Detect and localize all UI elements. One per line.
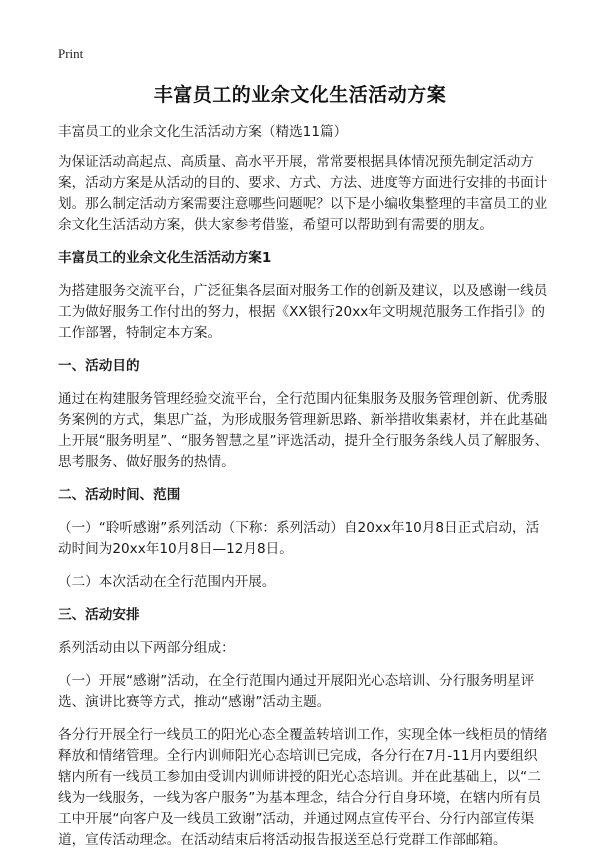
document-subtitle: 丰富员工的业余文化生活活动方案（精选11篇） [58,124,348,140]
purpose-paragraph: 通过在构建服务管理经验交流平台，全行范围内征集服务及服务管理创新、优秀服务案例的方式，集思广益，为形成服务管理新思路、新举措收集素材，并在此基础上开展“服务明星”、“服务智慧之星”评选活动，提升全行服务条线人员了解服务、思考服务、做好服务的热情。 [58,391,549,470]
time-paragraph-2: （二）本次活动在全行范围内开展。 [58,574,276,590]
time-heading: 二、活动时间、范围 [58,487,181,503]
section1-heading: 丰富员工的业余文化生活活动方案1 [58,250,272,266]
intro-paragraph: 为保证活动高起点、高质量、高水平开展，常常要根据具体情况预先制定活动方案，活动方案是从活动的目的、要求、方式、方法、进度等方面进行安排的书面计划。那么制定活动方案需要注意哪些问题呢？以下是小编收集整理的丰富员工的业余文化生活活动方案，供大家参考借鉴，希望可以帮助到有需要的朋友。 [58,154,548,233]
document-body [58,122,550,863]
section1-paragraph: 为搭建服务交流平台，广泛征集各层面对服务工作的创新及建议，以及感谢一线员工为做好服务工作付出的努力，根据《XX银行20xx年文明规范服务工作指引》的工作部署，特制定本方案。 [58,283,548,341]
arrange-paragraph-3: 各分行开展全行一线员工的阳光心态全覆盖转培训工作，实现全体一线柜员的情绪释放和情绪管理。全行内训师阳光心态培训已完成，各分行在7月-11月内要组织辖内所有一线员工参加由受训内训师讲授的阳光心态培训。并在此基础上，以“二线为一线服务，一线为客户服务”为基本理念，结合分行自身环境，在辖内所有员工中开展“向客户及一线员工致谢”活动，并通过网点宣传平台、分行内部宣传渠道，宣传活动理念。在活动结束后将活动报告报送至总行党群工作部邮箱。 [58,727,548,848]
time-paragraph-1: （一）“聆听感谢”系列活动（下称：系列活动）自20xx年10月8日正式启动，活动时间为20xx年10月8日—12月8日。 [58,520,540,557]
arrange-paragraph-2: （一）开展“感谢”活动，在全行范围内通过开展阳光心态培训、分行服务明星评选、演讲比赛等方式，推动“感谢”活动主题。 [58,673,535,710]
page-title: 丰富员工的业余文化生活活动方案 [153,84,447,106]
arrange-paragraph-1: 系列活动由以下两部分组成： [58,640,235,656]
purpose-heading: 一、活动目的 [58,358,140,374]
print-link[interactable]: Print [58,46,84,61]
arrange-heading: 三、活动安排 [58,607,140,623]
